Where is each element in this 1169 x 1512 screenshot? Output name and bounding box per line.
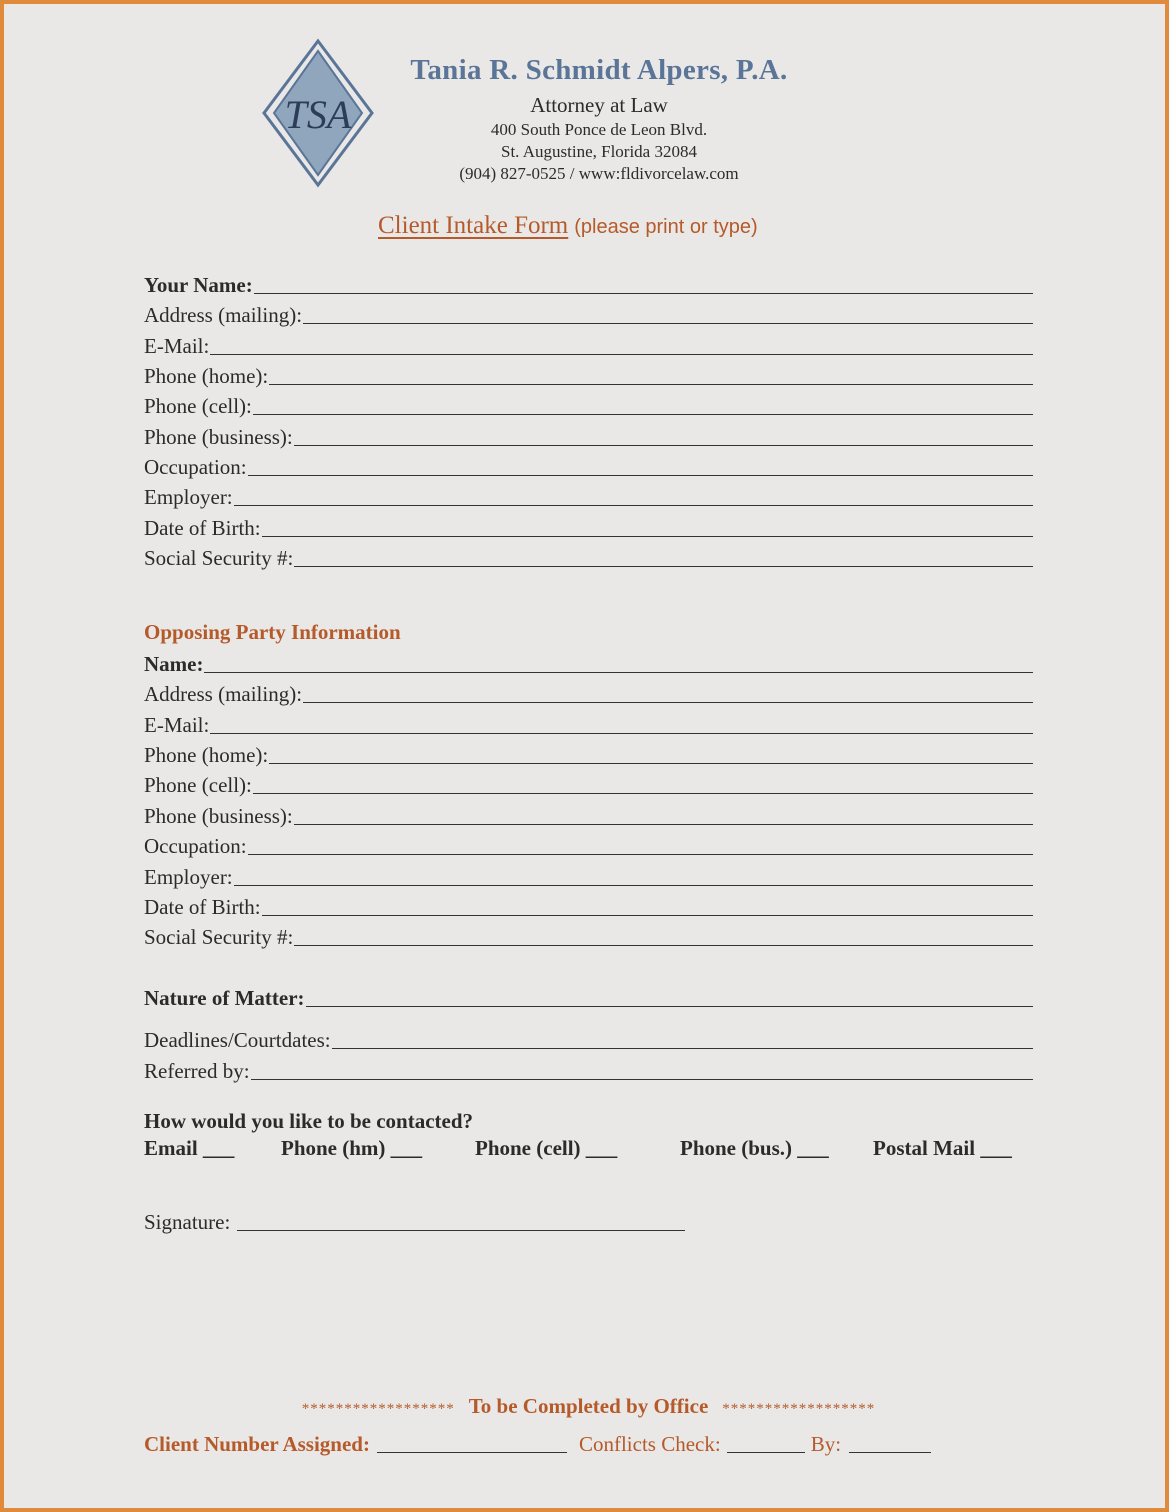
field-label: Name: — [144, 652, 204, 676]
field-label: Deadlines/Courtdates: — [144, 1028, 331, 1052]
conflicts-check-line[interactable] — [727, 1432, 805, 1453]
field-label: Occupation: — [144, 455, 247, 479]
form-title — [378, 212, 758, 240]
fill-line[interactable] — [269, 763, 1033, 764]
field-label: Your Name: — [144, 273, 253, 297]
by-line[interactable] — [849, 1432, 931, 1453]
referred-by-field[interactable] — [144, 1056, 1033, 1084]
field-label: Referred by: — [144, 1059, 250, 1083]
field-label: Date of Birth: — [144, 516, 261, 540]
field-label: Phone (business): — [144, 425, 293, 449]
stars-right: ****************** — [722, 1401, 876, 1417]
letterhead — [399, 54, 799, 184]
opposing-occupation-field[interactable] — [144, 831, 1033, 859]
signature-label: Signature: — [144, 1210, 231, 1234]
signature-line[interactable] — [237, 1210, 685, 1231]
client-occupation-field[interactable] — [144, 452, 1033, 480]
fill-line[interactable] — [210, 733, 1033, 734]
office-use-banner — [4, 1394, 1169, 1419]
office-use-title: To be Completed by Office — [468, 1394, 709, 1418]
form-title-main: Client Intake Form — [378, 212, 569, 239]
fill-line[interactable] — [248, 854, 1033, 855]
fill-line[interactable] — [254, 293, 1033, 294]
field-label: Occupation: — [144, 834, 247, 858]
contact-option-email[interactable]: Email ___ — [144, 1136, 235, 1160]
contact-question: How would you like to be contacted? — [144, 1109, 474, 1133]
field-label: Social Security #: — [144, 925, 294, 949]
firm-subtitle: Attorney at Law — [530, 93, 668, 117]
fill-line[interactable] — [294, 945, 1033, 946]
fill-line[interactable] — [210, 354, 1033, 355]
client-phone-home-field[interactable] — [144, 361, 1033, 389]
field-label: Employer: — [144, 485, 233, 509]
signature-field[interactable] — [144, 1210, 685, 1235]
fill-line[interactable] — [294, 445, 1033, 446]
client-dob-field[interactable] — [144, 513, 1033, 541]
contact-option-phone-home[interactable]: Phone (hm) ___ — [281, 1136, 423, 1160]
field-label: E-Mail: — [144, 713, 210, 737]
fill-line[interactable] — [303, 702, 1033, 703]
field-label: Phone (home): — [144, 364, 269, 388]
fill-line[interactable] — [262, 536, 1033, 537]
opposing-phone-business-field[interactable] — [144, 801, 1033, 829]
client-phone-business-field[interactable] — [144, 422, 1033, 450]
deadlines-field[interactable] — [144, 1025, 1033, 1053]
conflicts-check-label: Conflicts Check: — [578, 1432, 721, 1456]
form-title-hint: (please print or type) — [574, 216, 758, 238]
opposing-ssn-field[interactable] — [144, 922, 1033, 950]
fill-line[interactable] — [294, 566, 1033, 567]
field-label: Employer: — [144, 865, 233, 889]
opposing-name-field[interactable] — [144, 649, 1033, 677]
opposing-employer-field[interactable] — [144, 862, 1033, 890]
field-label: Phone (home): — [144, 743, 269, 767]
client-name-field[interactable] — [144, 270, 1033, 298]
fill-line[interactable] — [294, 824, 1033, 825]
firm-contact: (904) 827-0525 / www:fldivorcelaw.com — [459, 164, 739, 183]
nature-of-matter-field[interactable] — [144, 983, 1033, 1011]
firm-logo — [260, 38, 376, 188]
firm-address-line1: 400 South Ponce de Leon Blvd. — [490, 120, 708, 139]
opposing-phone-cell-field[interactable] — [144, 770, 1033, 798]
contact-option-postal-mail[interactable]: Postal Mail ___ — [873, 1136, 1012, 1160]
client-employer-field[interactable] — [144, 482, 1033, 510]
fill-line[interactable] — [248, 475, 1033, 476]
field-label: Phone (cell): — [144, 773, 252, 797]
client-phone-cell-field[interactable] — [144, 391, 1033, 419]
opposing-address-field[interactable] — [144, 679, 1033, 707]
field-label: Address (mailing): — [144, 682, 303, 706]
field-label: Phone (business): — [144, 804, 293, 828]
svg-text:TSA: TSA — [284, 92, 352, 137]
fill-line[interactable] — [332, 1048, 1033, 1049]
field-label: Social Security #: — [144, 546, 294, 570]
firm-address-line2: St. Augustine, Florida 32084 — [501, 142, 697, 161]
fill-line[interactable] — [204, 672, 1033, 673]
by-label: By: — [810, 1432, 842, 1456]
field-label: Nature of Matter: — [144, 986, 305, 1010]
fill-line[interactable] — [303, 323, 1033, 324]
firm-name: Tania R. Schmidt Alpers, P.A. — [410, 54, 788, 86]
contact-option-phone-bus[interactable]: Phone (bus.) ___ — [680, 1136, 829, 1160]
opposing-dob-field[interactable] — [144, 892, 1033, 920]
fill-line[interactable] — [253, 414, 1033, 415]
stars-left: ****************** — [301, 1401, 455, 1417]
field-label: E-Mail: — [144, 334, 210, 358]
fill-line[interactable] — [306, 1006, 1033, 1007]
fill-line[interactable] — [262, 915, 1033, 916]
opposing-party-heading: Opposing Party Information — [144, 620, 401, 644]
field-label: Address (mailing): — [144, 303, 303, 327]
client-number-line[interactable] — [377, 1432, 567, 1453]
contact-option-phone-cell[interactable]: Phone (cell) ___ — [475, 1136, 618, 1160]
fill-line[interactable] — [234, 505, 1033, 506]
client-number-label: Client Number Assigned: — [144, 1432, 370, 1456]
fill-line[interactable] — [234, 885, 1033, 886]
opposing-email-field[interactable] — [144, 710, 1033, 738]
field-label: Date of Birth: — [144, 895, 261, 919]
client-address-field[interactable] — [144, 300, 1033, 328]
fill-line[interactable] — [251, 1079, 1033, 1080]
client-ssn-field[interactable] — [144, 543, 1033, 571]
fill-line[interactable] — [253, 793, 1033, 794]
office-use-row — [144, 1432, 931, 1457]
opposing-phone-home-field[interactable] — [144, 740, 1033, 768]
client-email-field[interactable] — [144, 331, 1033, 359]
field-label: Phone (cell): — [144, 394, 252, 418]
fill-line[interactable] — [269, 384, 1033, 385]
